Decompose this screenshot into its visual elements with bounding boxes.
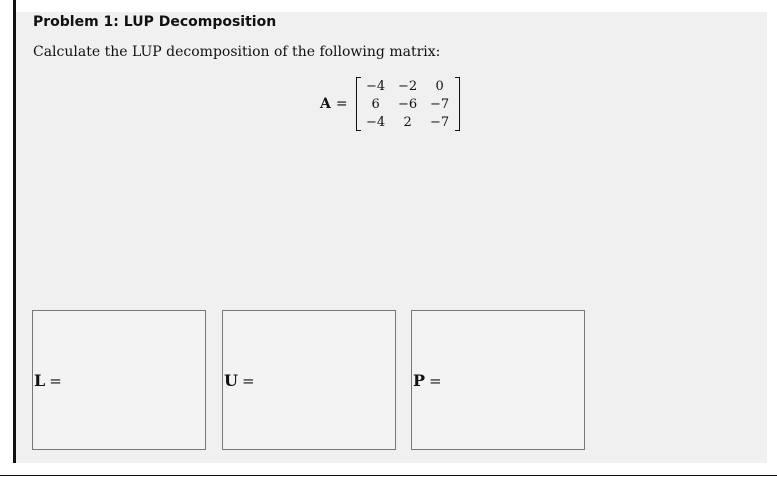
matrix-a-table	[360, 77, 456, 131]
matrix-cell: 6	[371, 96, 380, 112]
problem-title: Problem 1: LUP Decomposition	[33, 14, 277, 30]
left-bracket	[356, 77, 361, 131]
matrix-cell: −7	[430, 114, 450, 130]
answer-equals-p: =	[429, 372, 442, 390]
answer-name-l: L	[34, 371, 46, 390]
matrix-cell: −4	[366, 78, 386, 94]
answer-box-l[interactable]	[32, 310, 206, 450]
matrix-cell: −6	[398, 96, 418, 112]
matrix-a	[356, 77, 460, 131]
matrix-row	[360, 77, 456, 95]
problem-prompt: Calculate the LUP decomposition of the following matrix:	[33, 44, 441, 60]
answer-label-u	[224, 371, 255, 390]
bottom-divider	[0, 475, 777, 476]
answer-label-l	[34, 371, 62, 390]
matrix-cell: −7	[430, 96, 450, 112]
matrix-cell: 2	[403, 114, 412, 130]
answer-equals-l: =	[49, 372, 62, 390]
matrix-cell: −4	[366, 114, 386, 130]
matrix-row	[360, 113, 456, 131]
matrix-cell: −2	[398, 78, 418, 94]
answer-name-p: P	[413, 371, 426, 390]
matrix-name: A	[320, 96, 331, 112]
matrix-equation	[320, 76, 460, 132]
answer-box-u[interactable]	[222, 310, 396, 450]
answer-label-p	[413, 371, 442, 390]
right-bracket	[455, 77, 460, 131]
answer-equals-u: =	[241, 372, 255, 390]
answer-name-u: U	[224, 371, 238, 390]
matrix-equals-sign: =	[335, 96, 348, 112]
answer-box-p[interactable]	[411, 310, 585, 450]
matrix-cell: 0	[435, 78, 444, 94]
matrix-row	[360, 95, 456, 113]
